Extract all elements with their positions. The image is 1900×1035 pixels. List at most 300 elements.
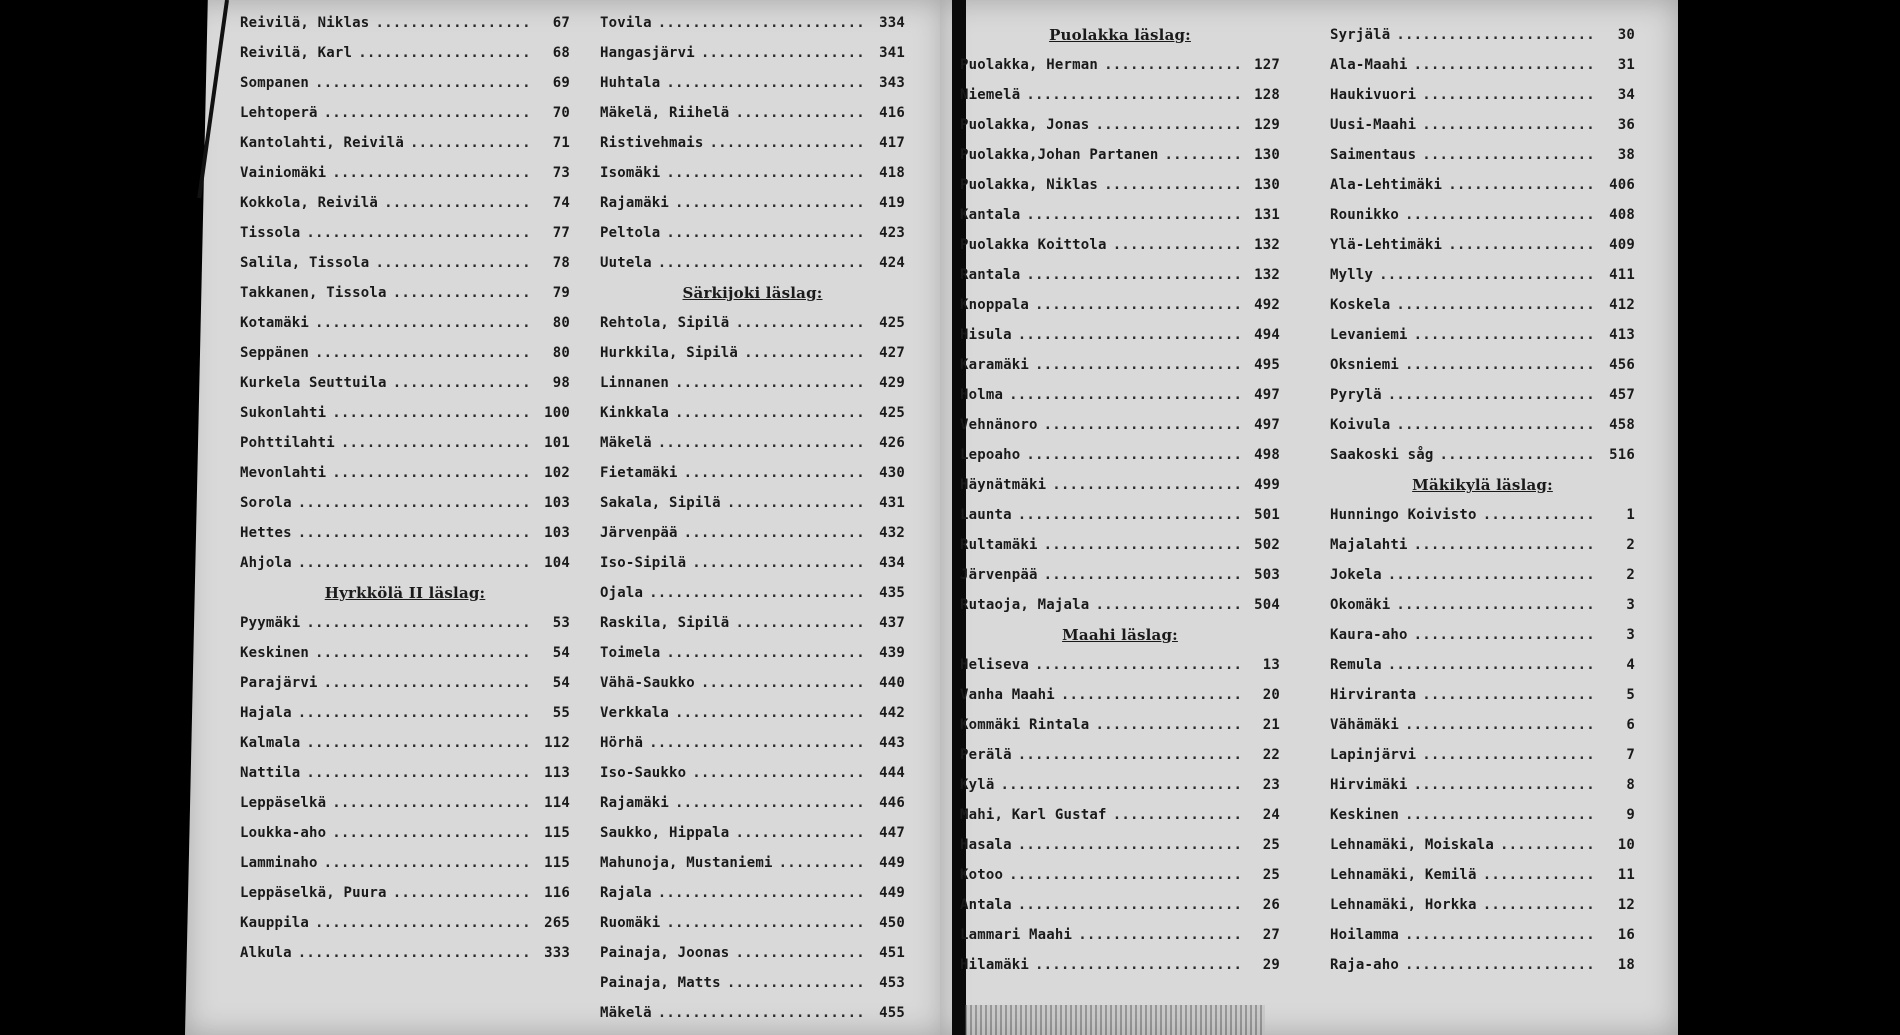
index-entry: [1330, 620, 1635, 650]
entry-name: Pohttilahti: [240, 435, 335, 451]
index-entry: [1330, 260, 1635, 290]
entry-number: 497: [1254, 417, 1280, 433]
leader-dots: [1095, 590, 1240, 620]
leader-dots: [1396, 410, 1595, 440]
index-entry: [600, 698, 905, 728]
entry-number: 494: [1254, 327, 1280, 343]
index-entry: [960, 110, 1280, 140]
entry-number: 442: [879, 705, 905, 721]
index-entry: [1330, 80, 1635, 110]
entry-name: Sakala, Sipilä: [600, 495, 721, 511]
leader-dots: [779, 848, 865, 878]
index-entry: [600, 728, 905, 758]
index-entry: [600, 878, 905, 908]
entry-name: Leppäselkä, Puura: [240, 885, 387, 901]
entry-name: Lepoaho: [960, 447, 1021, 463]
entry-number: 115: [544, 855, 570, 871]
leader-dots: [675, 368, 865, 398]
entry-name: Ala-Maahi: [1330, 57, 1408, 73]
leader-dots: [358, 38, 530, 68]
entry-number: 6: [1626, 717, 1635, 733]
entry-name: Lamminaho: [240, 855, 318, 871]
entry-number: 408: [1609, 207, 1635, 223]
index-entry: [600, 218, 905, 248]
leader-dots: [727, 488, 865, 518]
entry-number: 36: [1617, 117, 1635, 133]
index-entry: [960, 470, 1280, 500]
entry-name: Rajala: [600, 885, 652, 901]
entry-name: Heliseva: [960, 657, 1030, 673]
index-entry: [600, 98, 905, 128]
leader-dots: [332, 818, 530, 848]
section-header-puolakka: Puolakka läslag:: [1049, 26, 1191, 44]
entry-number: 430: [879, 465, 905, 481]
entry-name: Levaniemi: [1330, 327, 1408, 343]
index-entry: [960, 260, 1280, 290]
entry-number: 424: [879, 255, 905, 271]
leader-dots: [735, 938, 865, 968]
index-entry: [1330, 50, 1635, 80]
leader-dots: [1440, 440, 1595, 470]
leader-dots: [701, 38, 865, 68]
leader-dots: [306, 608, 530, 638]
entry-name: Hilamäki: [960, 957, 1030, 973]
index-entry: [600, 638, 905, 668]
entry-name: Iso-Saukko: [600, 765, 687, 781]
entry-name: Vähä-Saukko: [600, 675, 695, 691]
leader-dots: [1396, 20, 1595, 50]
leader-dots: [1422, 110, 1595, 140]
entry-name: Kotamäki: [240, 315, 310, 331]
leader-dots: [1405, 350, 1595, 380]
index-entry: [960, 50, 1280, 80]
leader-dots: [1026, 200, 1240, 230]
index-entry: [960, 410, 1280, 440]
entry-number: 128: [1254, 87, 1280, 103]
leader-dots: [393, 368, 530, 398]
leader-dots: [666, 218, 865, 248]
entry-name: Kommäki Rintala: [960, 717, 1090, 733]
entry-name: Hurkkila, Sipilä: [600, 345, 739, 361]
index-entry: [960, 530, 1280, 560]
index-entry: [960, 800, 1280, 830]
entry-name: Kotoo: [960, 867, 1004, 883]
entry-number: 341: [879, 45, 905, 61]
entry-name: Isomäki: [600, 165, 661, 181]
leader-dots: [1396, 290, 1595, 320]
index-entry: [240, 278, 570, 308]
entry-number: 54: [552, 645, 570, 661]
entry-name: Hettes: [240, 525, 292, 541]
index-entry: [240, 188, 570, 218]
entry-number: 437: [879, 615, 905, 631]
leader-dots: [1018, 740, 1240, 770]
entry-name: Uutela: [600, 255, 652, 271]
index-entry: [240, 398, 570, 428]
entry-name: Seppänen: [240, 345, 310, 361]
entry-number: 5: [1626, 687, 1635, 703]
index-entry: [1330, 440, 1635, 470]
entry-name: Saimentaus: [1330, 147, 1417, 163]
index-entry: [1330, 590, 1635, 620]
leader-dots: [701, 668, 865, 698]
index-entry: [240, 848, 570, 878]
entry-number: 425: [879, 315, 905, 331]
entry-name: Okomäki: [1330, 597, 1391, 613]
entry-name: Järvenpää: [960, 567, 1038, 583]
index-entry: [960, 650, 1280, 680]
entry-number: 425: [879, 405, 905, 421]
entry-number: 434: [879, 555, 905, 571]
entry-name: Kinkkala: [600, 405, 670, 421]
entry-number: 426: [879, 435, 905, 451]
entry-name: Alkula: [240, 945, 292, 961]
entry-number: 3: [1626, 627, 1635, 643]
index-entry: [1330, 830, 1635, 860]
entry-name: Kurkela Seuttuila: [240, 375, 387, 391]
index-entry: [1330, 230, 1635, 260]
index-entry: [960, 740, 1280, 770]
leader-dots: [315, 308, 530, 338]
entry-name: Leppäselkä: [240, 795, 327, 811]
entry-number: 24: [1262, 807, 1280, 823]
entry-number: 265: [544, 915, 570, 931]
entry-name: Ruomäki: [600, 915, 661, 931]
leader-dots: [675, 698, 865, 728]
entry-number: 12: [1617, 897, 1635, 913]
index-entry: [240, 68, 570, 98]
leader-dots: [1035, 350, 1240, 380]
entry-number: 427: [879, 345, 905, 361]
index-entry: [600, 758, 905, 788]
leader-dots: [1500, 830, 1595, 860]
column-1: [240, 8, 570, 968]
leader-dots: [1388, 560, 1595, 590]
entry-name: Kantala: [960, 207, 1021, 223]
entry-number: 68: [552, 45, 570, 61]
entry-name: Nattila: [240, 765, 301, 781]
leader-dots: [1422, 740, 1595, 770]
leader-dots: [1001, 770, 1240, 800]
entry-number: 11: [1617, 867, 1635, 883]
index-entry: [600, 518, 905, 548]
leader-dots: [315, 68, 530, 98]
entry-name: Salila, Tissola: [240, 255, 370, 271]
entry-name: Holma: [960, 387, 1004, 403]
entry-number: 114: [544, 795, 570, 811]
entry-number: 74: [552, 195, 570, 211]
entry-name: Hirviranta: [1330, 687, 1417, 703]
entry-number: 22: [1262, 747, 1280, 763]
leader-dots: [1018, 320, 1240, 350]
index-entry: [1330, 860, 1635, 890]
entry-number: 455: [879, 1005, 905, 1021]
index-entry: [600, 338, 905, 368]
entry-number: 80: [552, 345, 570, 361]
index-entry: [600, 968, 905, 998]
entry-name: Mevonlahti: [240, 465, 327, 481]
entry-number: 446: [879, 795, 905, 811]
entry-name: Rehtola, Sipilä: [600, 315, 730, 331]
entry-name: Kokkola, Reivilä: [240, 195, 379, 211]
entry-number: 406: [1609, 177, 1635, 193]
leader-dots: [1104, 50, 1240, 80]
index-entry: [600, 188, 905, 218]
entry-name: Vehnänoro: [960, 417, 1038, 433]
index-entry: [1330, 140, 1635, 170]
entry-name: Kantolahti, Reivilä: [240, 135, 404, 151]
index-entry: [240, 38, 570, 68]
index-entry: [240, 248, 570, 278]
leader-dots: [658, 248, 865, 278]
entry-number: 67: [552, 15, 570, 31]
leader-dots: [684, 518, 865, 548]
index-entry: [960, 710, 1280, 740]
index-entry: [600, 428, 905, 458]
index-entry: [240, 368, 570, 398]
leader-dots: [306, 218, 530, 248]
index-entry: [1330, 920, 1635, 950]
entry-name: Ala-Lehtimäki: [1330, 177, 1443, 193]
entry-name: Uusi-Maahi: [1330, 117, 1417, 133]
entry-name: Mylly: [1330, 267, 1374, 283]
index-entry: [600, 68, 905, 98]
leader-dots: [735, 98, 865, 128]
leader-dots: [1422, 680, 1595, 710]
index-entry: [1330, 410, 1635, 440]
index-entry: [600, 458, 905, 488]
entry-number: 30: [1617, 27, 1635, 43]
entry-name: Puolakka, Jonas: [960, 117, 1090, 133]
leader-dots: [684, 458, 865, 488]
entry-number: 132: [1254, 237, 1280, 253]
entry-number: 416: [879, 105, 905, 121]
entry-name: Raskila, Sipilä: [600, 615, 730, 631]
entry-name: Sukonlahti: [240, 405, 327, 421]
leader-dots: [1009, 860, 1240, 890]
entry-name: Antala: [960, 897, 1012, 913]
leader-dots: [298, 488, 530, 518]
leader-dots: [1035, 290, 1240, 320]
leader-dots: [675, 398, 865, 428]
leader-dots: [1164, 140, 1240, 170]
leader-dots: [1104, 170, 1240, 200]
entry-name: Mäkelä, Riihelä: [600, 105, 730, 121]
entry-name: Fietamäki: [600, 465, 678, 481]
leader-dots: [1405, 920, 1595, 950]
leader-dots: [1052, 470, 1240, 500]
index-entry: [600, 308, 905, 338]
leader-dots: [1414, 530, 1595, 560]
entry-number: 101: [544, 435, 570, 451]
entry-name: Keskinen: [1330, 807, 1400, 823]
entry-number: 432: [879, 525, 905, 541]
entry-name: Niemelä: [960, 87, 1021, 103]
entry-number: 429: [879, 375, 905, 391]
index-entry: [1330, 170, 1635, 200]
entry-number: 100: [544, 405, 570, 421]
entry-number: 443: [879, 735, 905, 751]
entry-name: Vainiomäki: [240, 165, 327, 181]
entry-name: Lehnamäki, Moiskala: [1330, 837, 1494, 853]
index-entry: [1330, 290, 1635, 320]
index-entry: [600, 848, 905, 878]
entry-name: Pyrylä: [1330, 387, 1382, 403]
entry-name: Hoilamma: [1330, 927, 1400, 943]
entry-name: Vähämäki: [1330, 717, 1400, 733]
entry-number: 435: [879, 585, 905, 601]
index-entry: [240, 608, 570, 638]
entry-name: Haukivuori: [1330, 87, 1417, 103]
leader-dots: [1388, 380, 1595, 410]
entry-number: 2: [1626, 567, 1635, 583]
index-entry: [240, 698, 570, 728]
entry-name: Hörhä: [600, 735, 644, 751]
index-entry: [240, 98, 570, 128]
entry-name: Reivilä, Karl: [240, 45, 353, 61]
leader-dots: [332, 788, 530, 818]
entry-number: 98: [552, 375, 570, 391]
entry-number: 130: [1254, 177, 1280, 193]
entry-number: 3: [1626, 597, 1635, 613]
entry-number: 16: [1617, 927, 1635, 943]
entry-name: Rultamäki: [960, 537, 1038, 553]
entry-number: 21: [1262, 717, 1280, 733]
entry-number: 113: [544, 765, 570, 781]
index-entry: [1330, 650, 1635, 680]
entry-number: 343: [879, 75, 905, 91]
index-entry: [960, 80, 1280, 110]
section-header-sarkijoki: Särkijoki läslag:: [682, 284, 823, 302]
index-entry: [960, 830, 1280, 860]
index-entry: [960, 380, 1280, 410]
index-entry: [1330, 950, 1635, 980]
entry-name: Majalahti: [1330, 537, 1408, 553]
entry-number: 69: [552, 75, 570, 91]
leader-dots: [658, 428, 865, 458]
entry-number: 411: [1609, 267, 1635, 283]
index-entry: [240, 218, 570, 248]
leader-dots: [375, 8, 530, 38]
entry-name: Mahi, Karl Gustaf: [960, 807, 1107, 823]
entry-name: Rajamäki: [600, 795, 670, 811]
entry-number: 450: [879, 915, 905, 931]
entry-name: Lapinjärvi: [1330, 747, 1417, 763]
index-entry: [600, 788, 905, 818]
entry-number: 71: [552, 135, 570, 151]
leader-dots: [298, 518, 530, 548]
index-entry: [600, 158, 905, 188]
section-header-makikyla: Mäkikylä läslag:: [1412, 476, 1553, 494]
index-entry: [960, 440, 1280, 470]
index-entry: [600, 398, 905, 428]
leader-dots: [1379, 260, 1595, 290]
index-entry: [600, 998, 905, 1028]
leader-dots: [315, 908, 530, 938]
index-entry: [600, 38, 905, 68]
entry-name: Puolakka, Niklas: [960, 177, 1099, 193]
index-entry: [240, 668, 570, 698]
column-4: [1330, 20, 1635, 980]
entry-name: Jokela: [1330, 567, 1382, 583]
index-entry: [600, 668, 905, 698]
entry-number: 499: [1254, 477, 1280, 493]
entry-name: Vanha Maahi: [960, 687, 1055, 703]
entry-name: Huhtala: [600, 75, 661, 91]
entry-number: 80: [552, 315, 570, 331]
entry-number: 132: [1254, 267, 1280, 283]
entry-name: Puolakka, Herman: [960, 57, 1099, 73]
entry-number: 116: [544, 885, 570, 901]
index-entry: [1330, 890, 1635, 920]
entry-name: Ahjola: [240, 555, 292, 571]
leader-dots: [1035, 950, 1240, 980]
entry-number: 2: [1626, 537, 1635, 553]
entry-number: 501: [1254, 507, 1280, 523]
leader-dots: [1405, 950, 1595, 980]
entry-number: 439: [879, 645, 905, 661]
index-entry: [1330, 500, 1635, 530]
leader-dots: [735, 818, 865, 848]
entry-number: 10: [1617, 837, 1635, 853]
entry-name: Raja-aho: [1330, 957, 1400, 973]
index-entry: [1330, 680, 1635, 710]
leader-dots: [1414, 320, 1595, 350]
leader-dots: [1448, 170, 1595, 200]
index-entry: [960, 920, 1280, 950]
entry-name: Hajala: [240, 705, 292, 721]
leader-dots: [675, 188, 865, 218]
leader-dots: [692, 548, 865, 578]
section-header-hyrkkola: Hyrkkölä II läslag:: [324, 584, 486, 602]
index-entry: [1330, 380, 1635, 410]
index-entry: [240, 938, 570, 968]
leader-dots: [1422, 140, 1595, 170]
entry-name: Tissola: [240, 225, 301, 241]
leader-dots: [1044, 530, 1240, 560]
index-entry: [240, 158, 570, 188]
leader-dots: [1405, 200, 1595, 230]
leader-dots: [666, 158, 865, 188]
entry-name: Koivula: [1330, 417, 1391, 433]
leader-dots: [306, 728, 530, 758]
leader-dots: [1044, 410, 1240, 440]
section-header-maahi: Maahi läslag:: [1062, 626, 1178, 644]
index-entry: [600, 608, 905, 638]
entry-number: 423: [879, 225, 905, 241]
entry-name: Karamäki: [960, 357, 1030, 373]
index-entry: [960, 860, 1280, 890]
entry-name: Lehtoperä: [240, 105, 318, 121]
leader-dots: [1035, 650, 1240, 680]
leader-dots: [384, 188, 530, 218]
entry-number: 418: [879, 165, 905, 181]
entry-name: Loukka-aho: [240, 825, 327, 841]
index-entry: [600, 938, 905, 968]
entry-number: 495: [1254, 357, 1280, 373]
leader-dots: [324, 668, 530, 698]
entry-name: Kalmala: [240, 735, 301, 751]
scan-noise: [965, 1005, 1265, 1035]
leader-dots: [1388, 650, 1595, 680]
index-entry: [960, 680, 1280, 710]
index-entry: [240, 8, 570, 38]
entry-number: 449: [879, 885, 905, 901]
entry-name: Iso-Sipilä: [600, 555, 687, 571]
entry-name: Peltola: [600, 225, 661, 241]
index-entry: [240, 488, 570, 518]
index-entry: [600, 368, 905, 398]
